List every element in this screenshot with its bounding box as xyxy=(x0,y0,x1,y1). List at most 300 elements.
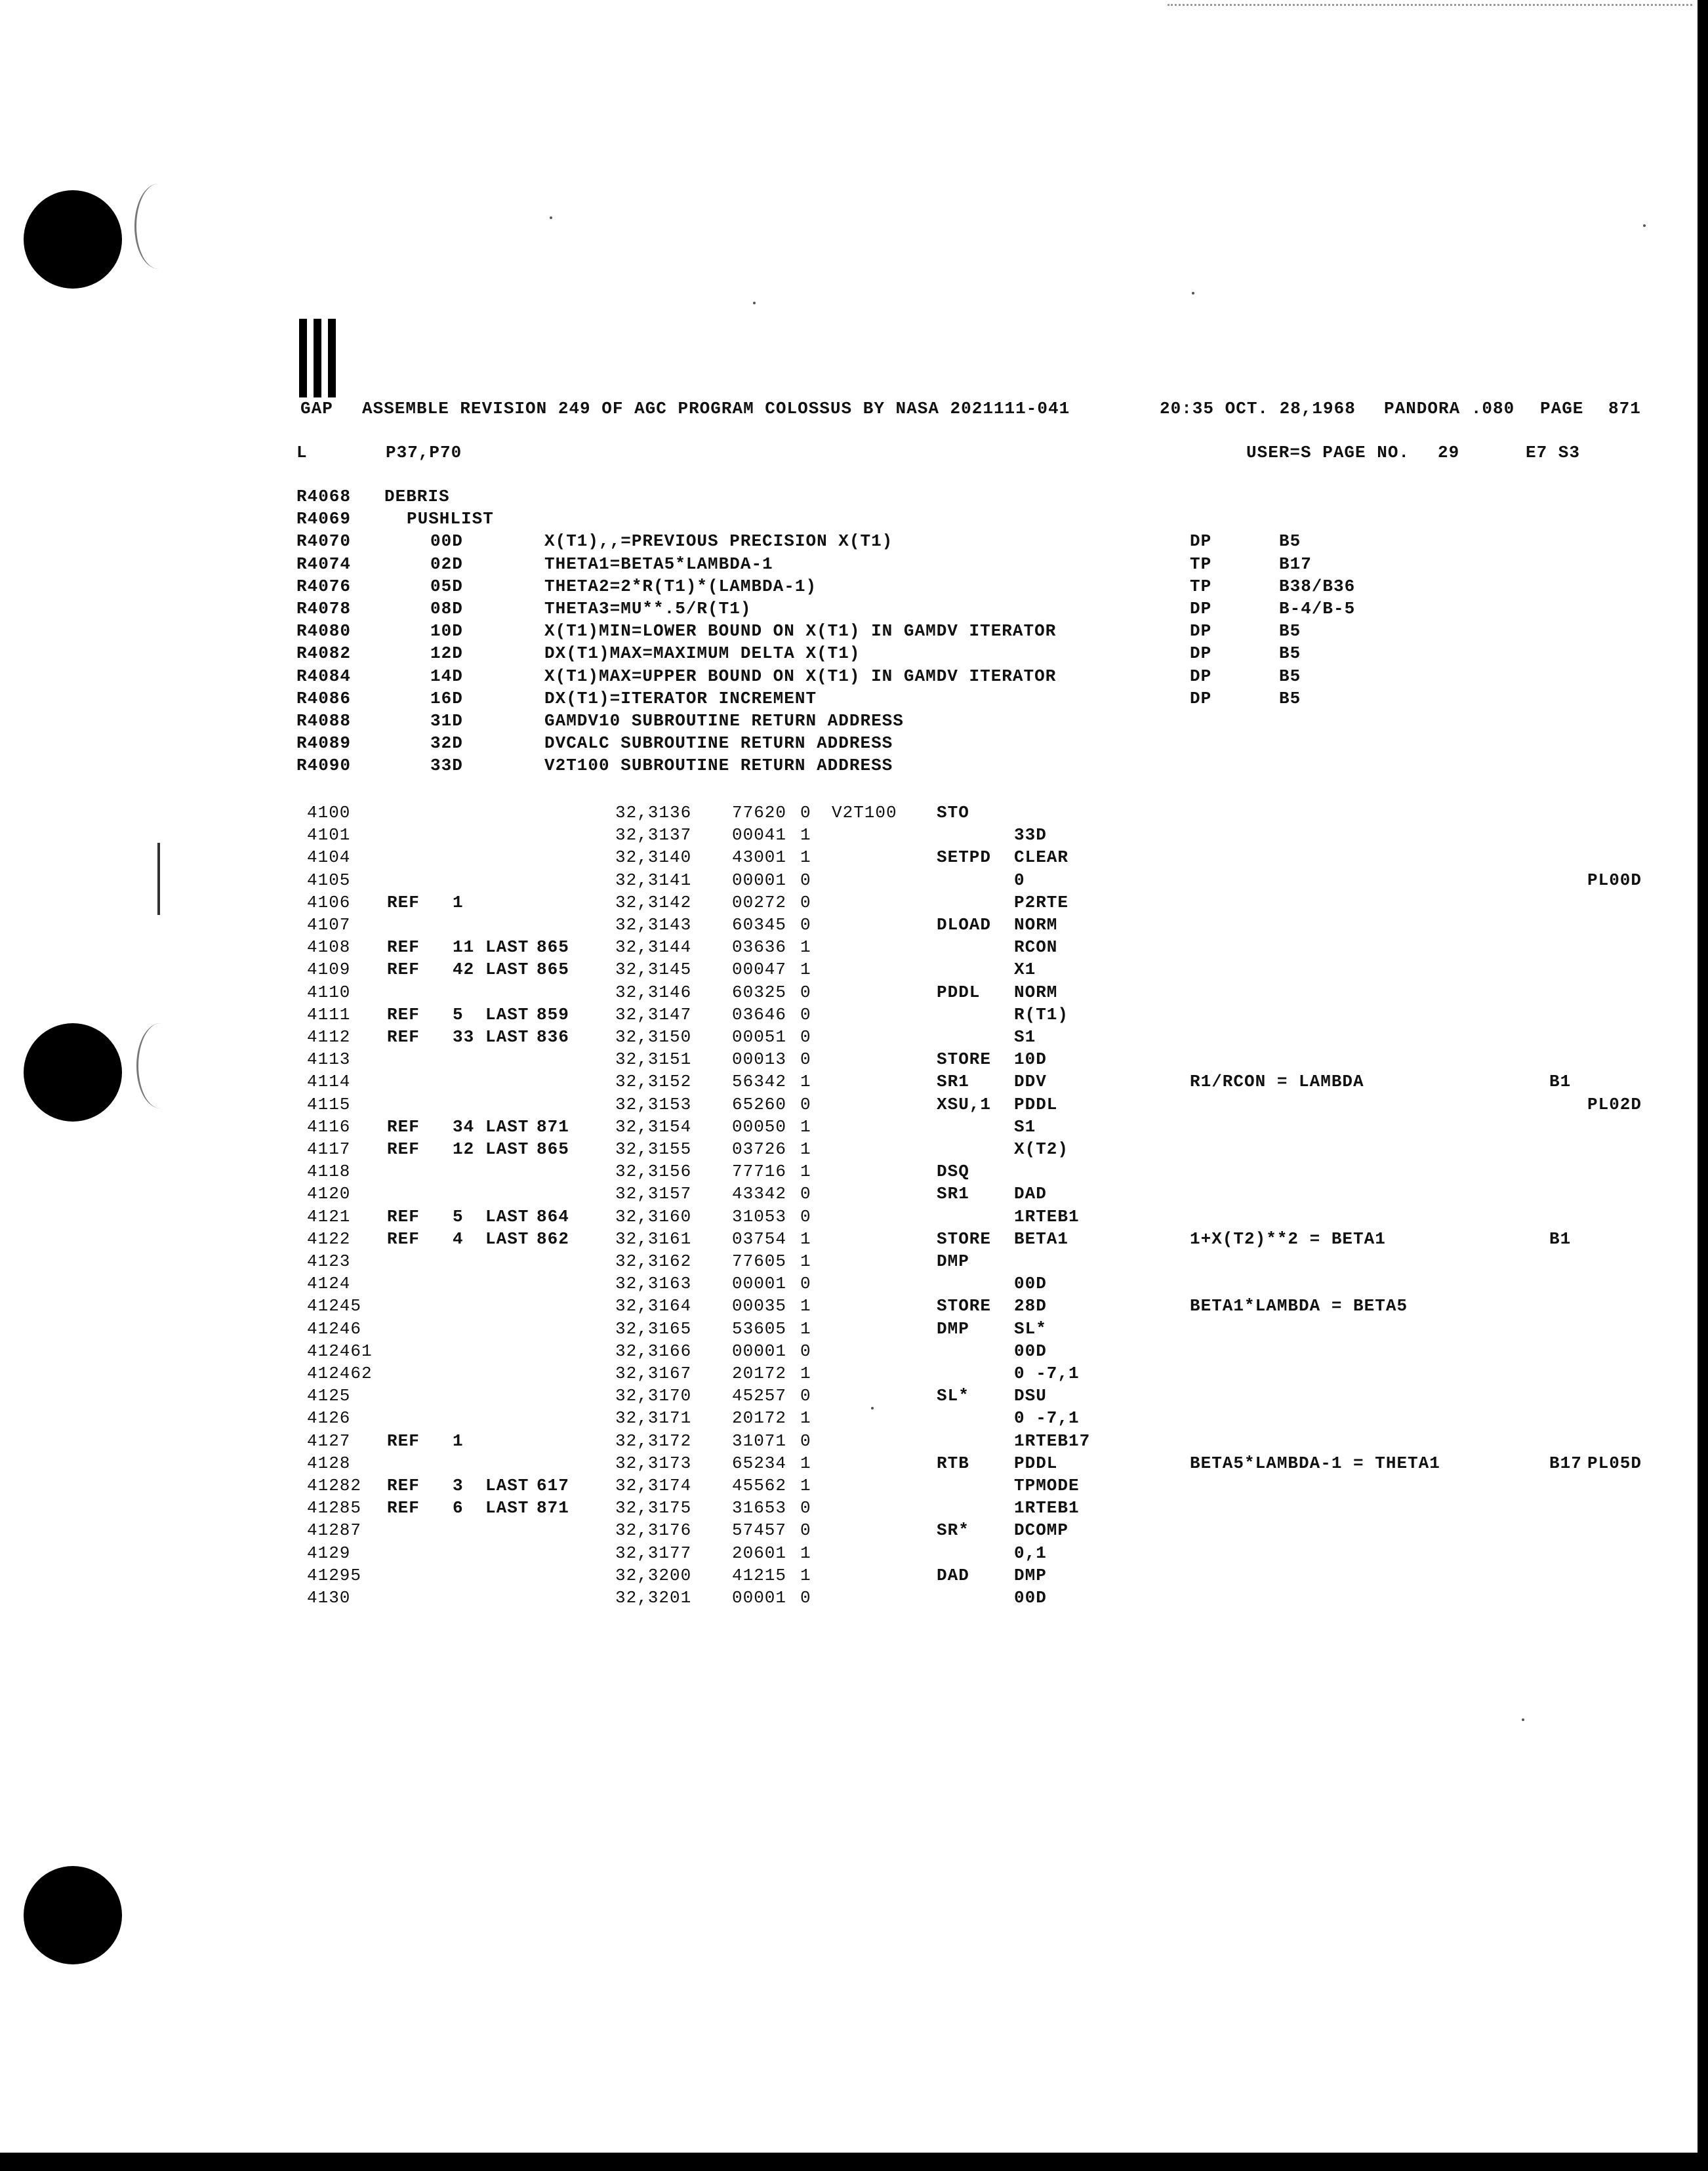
listing-line: 41246 xyxy=(307,1318,362,1339)
listing-refn: 5 xyxy=(453,1004,464,1025)
listing-ref: REF xyxy=(387,1004,420,1025)
scan-speck xyxy=(1192,292,1194,294)
listing-line: 4127 xyxy=(307,1430,351,1451)
listing-flag: 0 xyxy=(800,982,811,1002)
listing-operand: 10D xyxy=(1014,1049,1047,1070)
scale-factor: B17 xyxy=(1279,554,1312,574)
listing-op: DMP xyxy=(937,1251,969,1271)
listing-op: SR1 xyxy=(937,1184,969,1204)
listing-op: DLOAD xyxy=(937,915,992,935)
listing-addr: 32,3156 xyxy=(615,1162,692,1182)
listing-last: LAST xyxy=(485,1228,529,1249)
listing-op: STORE xyxy=(937,1296,992,1316)
listing-last: LAST xyxy=(485,1498,529,1518)
margin-mark xyxy=(157,843,160,915)
listing-code: 31053 xyxy=(732,1206,787,1227)
listing-lastn: 865 xyxy=(537,960,569,980)
listing-flag: 1 xyxy=(800,1565,811,1585)
listing-lastn: 865 xyxy=(537,937,569,958)
listing-tag: PL05D xyxy=(1587,1453,1642,1473)
pushlist-entry-name: 31D xyxy=(430,711,463,731)
pushlist-entry-description: DX(T1)=ITERATOR INCREMENT xyxy=(544,688,817,708)
listing-flag: 0 xyxy=(800,1206,811,1227)
listing-addr: 32,3174 xyxy=(615,1476,692,1495)
listing-flag: 1 xyxy=(800,1139,811,1159)
listing-flag: 1 xyxy=(800,1162,811,1182)
listing-code: 77620 xyxy=(732,803,787,822)
pushlist-entry-name: 05D xyxy=(430,576,463,596)
pushlist-entry-name: 08D xyxy=(430,599,463,619)
listing-addr: 32,3145 xyxy=(615,960,692,980)
listing-line: 4125 xyxy=(307,1386,351,1406)
precision-type: DP xyxy=(1190,599,1212,619)
listing-operand: 00D xyxy=(1014,1341,1047,1361)
pushlist-entry-description: X(T1)MAX=UPPER BOUND ON X(T1) IN GAMDV ITERATOR xyxy=(544,666,1057,686)
listing-code: 00001 xyxy=(732,1274,787,1294)
listing-ref: REF xyxy=(387,1206,420,1227)
listing-addr: 32,3173 xyxy=(615,1453,692,1473)
listing-operand: NORM xyxy=(1014,915,1058,935)
listing-operand: SL* xyxy=(1014,1318,1047,1339)
listing-flag: 1 xyxy=(800,1453,811,1473)
pushlist-entry-name: 16D xyxy=(430,688,463,708)
listing-flag: 1 xyxy=(800,1296,811,1316)
revision-number: R4088 xyxy=(296,711,352,731)
precision-type: DP xyxy=(1190,531,1212,552)
precision-type: DP xyxy=(1190,643,1212,664)
pushlist-entry-name: 02D xyxy=(430,554,463,574)
listing-op: DSQ xyxy=(937,1162,969,1182)
pushlist-entry-description: THETA2=2*R(T1)*(LAMBDA-1) xyxy=(544,576,817,596)
listing-flag: 1 xyxy=(800,825,811,845)
listing-flag: 0 xyxy=(800,1184,811,1204)
listing-last: LAST xyxy=(485,1206,529,1227)
listing-code: 00035 xyxy=(732,1296,787,1316)
listing-code: 00001 xyxy=(732,870,787,890)
listing-operand: NORM xyxy=(1014,982,1058,1002)
listing-flag: 0 xyxy=(800,870,811,890)
listing-line: 4117 xyxy=(307,1139,351,1159)
listing-last: LAST xyxy=(485,1116,529,1137)
listing-flag: 0 xyxy=(800,1386,811,1406)
listing-operand: 1RTEB1 xyxy=(1014,1206,1080,1227)
listing-addr: 32,3142 xyxy=(615,892,692,912)
program-list: P37,P70 xyxy=(386,443,462,462)
listing-line: 4115 xyxy=(307,1094,351,1114)
listing-last: LAST xyxy=(485,960,529,980)
listing-line: 4122 xyxy=(307,1228,351,1249)
revision-number: R4074 xyxy=(296,554,352,574)
precision-type: TP xyxy=(1190,576,1212,596)
scan-speck xyxy=(1643,224,1646,227)
listing-lastn: 617 xyxy=(537,1476,569,1495)
precision-type: DP xyxy=(1190,666,1212,686)
listing-ref: REF xyxy=(387,1498,420,1518)
revision-number: R4082 xyxy=(296,643,352,664)
pushlist-entry-description: GAMDV10 SUBROUTINE RETURN ADDRESS xyxy=(544,711,904,731)
scan-speck xyxy=(1522,1718,1524,1721)
listing-line: 4114 xyxy=(307,1072,351,1092)
listing-line: 41287 xyxy=(307,1520,362,1541)
listing-flag: 1 xyxy=(800,1072,811,1092)
listing-op: SETPD xyxy=(937,847,992,868)
listing-last: LAST xyxy=(485,1476,529,1495)
pushlist-entry-description: DVCALC SUBROUTINE RETURN ADDRESS xyxy=(544,733,893,754)
listing-addr: 32,3164 xyxy=(615,1296,692,1316)
listing-operand: RCON xyxy=(1014,937,1058,958)
listing-code: 65260 xyxy=(732,1094,787,1114)
listing-comment: R1/RCON = LAMBDA xyxy=(1190,1072,1364,1092)
listing-code: 53605 xyxy=(732,1318,787,1339)
listing-tag: PL02D xyxy=(1587,1094,1642,1114)
scale-factor: B5 xyxy=(1279,643,1301,664)
listing-last: LAST xyxy=(485,1139,529,1159)
listing-operand: S1 xyxy=(1014,1027,1036,1047)
listing-operand: S1 xyxy=(1014,1116,1036,1137)
pushlist-entry-name: 00D xyxy=(430,531,463,552)
revision-number: R4086 xyxy=(296,688,352,708)
assembly-title: ASSEMBLE REVISION 249 OF AGC PROGRAM COLOSSUS BY NASA 2021111-041 xyxy=(362,399,1070,418)
listing-operand: PDDL xyxy=(1014,1453,1058,1473)
listing-addr: 32,3141 xyxy=(615,870,692,890)
listing-code: 45257 xyxy=(732,1386,787,1406)
user-page-label: USER=S PAGE NO. xyxy=(1246,443,1410,462)
listing-addr: 32,3147 xyxy=(615,1004,692,1025)
listing-code: 00047 xyxy=(732,960,787,980)
revision-number: R4068 xyxy=(296,487,352,506)
listing-line: 4112 xyxy=(307,1027,351,1047)
listing-code: 56342 xyxy=(732,1072,787,1092)
listing-addr: 32,3151 xyxy=(615,1049,692,1070)
listing-operand: DSU xyxy=(1014,1386,1047,1406)
listing-addr: 32,3171 xyxy=(615,1408,692,1429)
listing-operand: 28D xyxy=(1014,1296,1047,1316)
scan-bottom-edge xyxy=(0,2153,1708,2171)
listing-last: LAST xyxy=(485,1027,529,1047)
listing-operand: 0 -7,1 xyxy=(1014,1408,1080,1429)
listing-operand: DCOMP xyxy=(1014,1520,1069,1541)
listing-line: 4101 xyxy=(307,825,351,845)
listing-ref: REF xyxy=(387,1430,420,1451)
listing-code: 20601 xyxy=(732,1543,787,1563)
listing-scale: B17 xyxy=(1549,1453,1582,1473)
listing-addr: 32,3153 xyxy=(615,1094,692,1114)
listing-refn: 6 xyxy=(453,1498,464,1518)
listing-addr: 32,3172 xyxy=(615,1430,692,1451)
listing-code: 03726 xyxy=(732,1139,787,1159)
listing-flag: 1 xyxy=(800,1543,811,1563)
pushlist-entry-name: 14D xyxy=(430,666,463,686)
scale-factor: B-4/B-5 xyxy=(1279,599,1356,619)
listing-addr: 32,3143 xyxy=(615,915,692,935)
listing-scale: B1 xyxy=(1549,1228,1572,1249)
listing-line: 4111 xyxy=(307,1004,351,1025)
listing-addr: 32,3160 xyxy=(615,1206,692,1227)
listing-refn: 42 xyxy=(453,960,475,980)
listing-code: 31653 xyxy=(732,1498,787,1518)
listing-line: 4116 xyxy=(307,1116,351,1137)
listing-addr: 32,3144 xyxy=(615,937,692,958)
listing-operand: P2RTE xyxy=(1014,892,1069,912)
listing-refn: 33 xyxy=(453,1027,475,1047)
listing-flag: 1 xyxy=(800,1116,811,1137)
listing-ref: REF xyxy=(387,892,420,912)
listing-addr: 32,3167 xyxy=(615,1364,692,1383)
listing-op: RTB xyxy=(937,1453,969,1473)
listing-op: STORE xyxy=(937,1049,992,1070)
listing-operand: 00D xyxy=(1014,1588,1047,1608)
scale-factor: B5 xyxy=(1279,531,1301,552)
listing-flag: 0 xyxy=(800,915,811,935)
listing-line: 4121 xyxy=(307,1206,351,1227)
listing-op: SR* xyxy=(937,1520,969,1541)
listing-line: 4124 xyxy=(307,1274,351,1294)
punch-hole-top xyxy=(24,190,122,289)
punch-hole-ring-middle xyxy=(136,1023,184,1108)
listing-flag: 0 xyxy=(800,1430,811,1451)
listing-code: 00001 xyxy=(732,1588,787,1608)
listing-refn: 5 xyxy=(453,1206,464,1227)
revision-number: R4080 xyxy=(296,621,352,641)
listing-line: 4130 xyxy=(307,1588,351,1608)
listing-operand: DDV xyxy=(1014,1072,1047,1092)
listing-line: 4104 xyxy=(307,847,351,868)
pushlist-entry-description: THETA1=BETA5*LAMBDA-1 xyxy=(544,554,773,574)
listing-refn: 11 xyxy=(453,937,475,958)
listing-code: 20172 xyxy=(732,1364,787,1383)
corner-mark: GAP xyxy=(300,399,333,418)
listing-operand: DAD xyxy=(1014,1184,1047,1204)
listing-line: 4128 xyxy=(307,1453,351,1473)
listing-ref: REF xyxy=(387,937,420,958)
listing-addr: 32,3163 xyxy=(615,1274,692,1294)
listing-code: 00272 xyxy=(732,892,787,912)
listing-line: 4118 xyxy=(307,1162,351,1182)
listing-addr: 32,3157 xyxy=(615,1184,692,1204)
scale-factor: B38/B36 xyxy=(1279,576,1356,596)
revision-number: R4070 xyxy=(296,531,352,552)
listing-lastn: 859 xyxy=(537,1004,569,1025)
listing-operand: 0,1 xyxy=(1014,1543,1047,1563)
listing-op: SR1 xyxy=(937,1072,969,1092)
scale-factor: B5 xyxy=(1279,621,1301,641)
user-page-number: 29 xyxy=(1438,443,1460,462)
listing-flag: 0 xyxy=(800,803,811,822)
listing-flag: 1 xyxy=(800,1476,811,1495)
pushlist-entry-description: X(T1),,=PREVIOUS PRECISION X(T1) xyxy=(544,531,893,552)
listing-line: 41245 xyxy=(307,1296,362,1316)
listing-flag: 0 xyxy=(800,1588,811,1608)
assembly-tag: PANDORA .080 xyxy=(1384,399,1515,418)
listing-flag: 0 xyxy=(800,892,811,912)
listing-op: SL* xyxy=(937,1386,969,1406)
revision-number: R4078 xyxy=(296,599,352,619)
punch-hole-bottom xyxy=(24,1866,122,1964)
listing-code: 00041 xyxy=(732,825,787,845)
listing-flag: 0 xyxy=(800,1274,811,1294)
listing-code: 57457 xyxy=(732,1520,787,1541)
punch-hole-middle xyxy=(24,1023,122,1122)
listing-code: 77605 xyxy=(732,1251,787,1271)
listing-comment: BETA5*LAMBDA-1 = THETA1 xyxy=(1190,1453,1440,1473)
listing-flag: 1 xyxy=(800,937,811,958)
listing-flag: 0 xyxy=(800,1341,811,1361)
page-number: 871 xyxy=(1608,399,1641,418)
listing-operand: 0 xyxy=(1014,870,1025,890)
scan-speck xyxy=(871,1407,874,1410)
scan-speck xyxy=(550,216,552,219)
revision-number: R4084 xyxy=(296,666,352,686)
listing-flag: 0 xyxy=(800,1094,811,1114)
scale-factor: B5 xyxy=(1279,688,1301,708)
scale-factor: B5 xyxy=(1279,666,1301,686)
listing-code: 41215 xyxy=(732,1565,787,1585)
listing-code: 03646 xyxy=(732,1004,787,1025)
listing-tag: PL00D xyxy=(1587,870,1642,890)
listing-line: 4106 xyxy=(307,892,351,912)
precision-type: TP xyxy=(1190,554,1212,574)
listing-code: 43342 xyxy=(732,1184,787,1204)
listing-code: L xyxy=(296,443,308,462)
listing-lastn: 862 xyxy=(537,1228,569,1249)
listing-refn: 12 xyxy=(453,1139,475,1159)
listing-line: 4126 xyxy=(307,1408,351,1429)
listing-ref: REF xyxy=(387,960,420,980)
scan-speck xyxy=(753,302,756,304)
listing-ref: REF xyxy=(387,1228,420,1249)
listing-line: 4113 xyxy=(307,1049,351,1070)
pushlist-entry-name: 12D xyxy=(430,643,463,664)
listing-addr: 32,3166 xyxy=(615,1341,692,1361)
revision-number: R4089 xyxy=(296,733,352,754)
listing-flag: 1 xyxy=(800,1228,811,1249)
listing-code: 00001 xyxy=(732,1341,787,1361)
listing-line: 4100 xyxy=(307,803,351,822)
listing-addr: 32,3154 xyxy=(615,1116,692,1137)
listing-flag: 1 xyxy=(800,1364,811,1383)
binding-barcode-mark xyxy=(299,319,338,397)
precision-type: DP xyxy=(1190,621,1212,641)
listing-line: 412462 xyxy=(307,1364,373,1383)
listing-refn: 4 xyxy=(453,1228,464,1249)
listing-operand: R(T1) xyxy=(1014,1004,1069,1025)
listing-code: 20172 xyxy=(732,1408,787,1429)
listing-op: XSU,1 xyxy=(937,1094,992,1114)
listing-code: 00051 xyxy=(732,1027,787,1047)
listing-operand: CLEAR xyxy=(1014,847,1069,868)
listing-refn: 1 xyxy=(453,892,464,912)
listing-flag: 1 xyxy=(800,960,811,980)
pushlist-entry-name: 10D xyxy=(430,621,463,641)
page-label: PAGE xyxy=(1540,399,1584,418)
precision-type: DP xyxy=(1190,688,1212,708)
listing-operand: BETA1 xyxy=(1014,1228,1069,1249)
listing-ref: REF xyxy=(387,1027,420,1047)
listing-operand: 0 -7,1 xyxy=(1014,1364,1080,1383)
listing-addr: 32,3162 xyxy=(615,1251,692,1271)
listing-code: 77716 xyxy=(732,1162,787,1182)
listing-comment: BETA1*LAMBDA = BETA5 xyxy=(1190,1296,1408,1316)
listing-comment: 1+X(T2)**2 = BETA1 xyxy=(1190,1228,1386,1249)
scan-edge-dashes xyxy=(1168,4,1692,6)
listing-operand: PDDL xyxy=(1014,1094,1058,1114)
listing-label: V2T100 xyxy=(832,803,897,822)
listing-operand: X1 xyxy=(1014,960,1036,980)
listing-refn: 34 xyxy=(453,1116,475,1137)
pushlist-entry-description: X(T1)MIN=LOWER BOUND ON X(T1) IN GAMDV ITERATOR xyxy=(544,621,1057,641)
listing-code: 00013 xyxy=(732,1049,787,1070)
listing-line: 41285 xyxy=(307,1498,362,1518)
user-code: E7 S3 xyxy=(1526,443,1581,462)
listing-flag: 1 xyxy=(800,847,811,868)
listing-code: 00050 xyxy=(732,1116,787,1137)
listing-addr: 32,3152 xyxy=(615,1072,692,1092)
listing-operand: 1RTEB17 xyxy=(1014,1430,1091,1451)
listing-refn: 1 xyxy=(453,1430,464,1451)
listing-operand: 33D xyxy=(1014,825,1047,845)
listing-line: 41295 xyxy=(307,1565,362,1585)
listing-line: 4129 xyxy=(307,1543,351,1563)
listing-addr: 32,3175 xyxy=(615,1498,692,1518)
listing-flag: 0 xyxy=(800,1004,811,1025)
listing-code: 03754 xyxy=(732,1228,787,1249)
listing-code: 03636 xyxy=(732,937,787,958)
listing-addr: 32,3161 xyxy=(615,1228,692,1249)
listing-addr: 32,3177 xyxy=(615,1543,692,1563)
listing-line: 4123 xyxy=(307,1251,351,1271)
listing-op: STORE xyxy=(937,1228,992,1249)
listing-ref: REF xyxy=(387,1476,420,1495)
listing-flag: 0 xyxy=(800,1049,811,1070)
listing-operand: 00D xyxy=(1014,1274,1047,1294)
listing-lastn: 871 xyxy=(537,1116,569,1137)
revision-number: R4069 xyxy=(296,509,352,529)
listing-code: 65234 xyxy=(732,1453,787,1473)
listing-line: 412461 xyxy=(307,1341,373,1361)
listing-line: 4108 xyxy=(307,937,351,958)
listing-flag: 1 xyxy=(800,1251,811,1271)
listing-scale: B1 xyxy=(1549,1072,1572,1092)
listing-ref: REF xyxy=(387,1139,420,1159)
listing-lastn: 864 xyxy=(537,1206,569,1227)
pushlist-entry-name: DEBRIS xyxy=(384,487,450,506)
assembly-datetime: 20:35 OCT. 28,1968 xyxy=(1160,399,1356,418)
pushlist-entry-name: 32D xyxy=(430,733,463,754)
listing-last: LAST xyxy=(485,1004,529,1025)
listing-line: 4109 xyxy=(307,960,351,980)
revision-number: R4090 xyxy=(296,756,352,776)
listing-last: LAST xyxy=(485,937,529,958)
pushlist-entry-description: V2T100 SUBROUTINE RETURN ADDRESS xyxy=(544,756,893,776)
revision-number: R4076 xyxy=(296,576,352,596)
listing-flag: 0 xyxy=(800,1027,811,1047)
listing-addr: 32,3136 xyxy=(615,803,692,822)
listing-op: DMP xyxy=(937,1318,969,1339)
listing-operand: 1RTEB1 xyxy=(1014,1498,1080,1518)
listing-addr: 32,3140 xyxy=(615,847,692,868)
scan-right-edge xyxy=(1698,0,1708,2171)
listing-code: 60325 xyxy=(732,982,787,1002)
listing-op: DAD xyxy=(937,1565,969,1585)
listing-line: 41282 xyxy=(307,1476,362,1495)
listing-operand: TPMODE xyxy=(1014,1476,1080,1495)
listing-code: 60345 xyxy=(732,915,787,935)
listing-addr: 32,3170 xyxy=(615,1386,692,1406)
listing-addr: 32,3165 xyxy=(615,1318,692,1339)
pushlist-entry-description: THETA3=MU**.5/R(T1) xyxy=(544,599,752,619)
listing-flag: 0 xyxy=(800,1498,811,1518)
listing-addr: 32,3155 xyxy=(615,1139,692,1159)
